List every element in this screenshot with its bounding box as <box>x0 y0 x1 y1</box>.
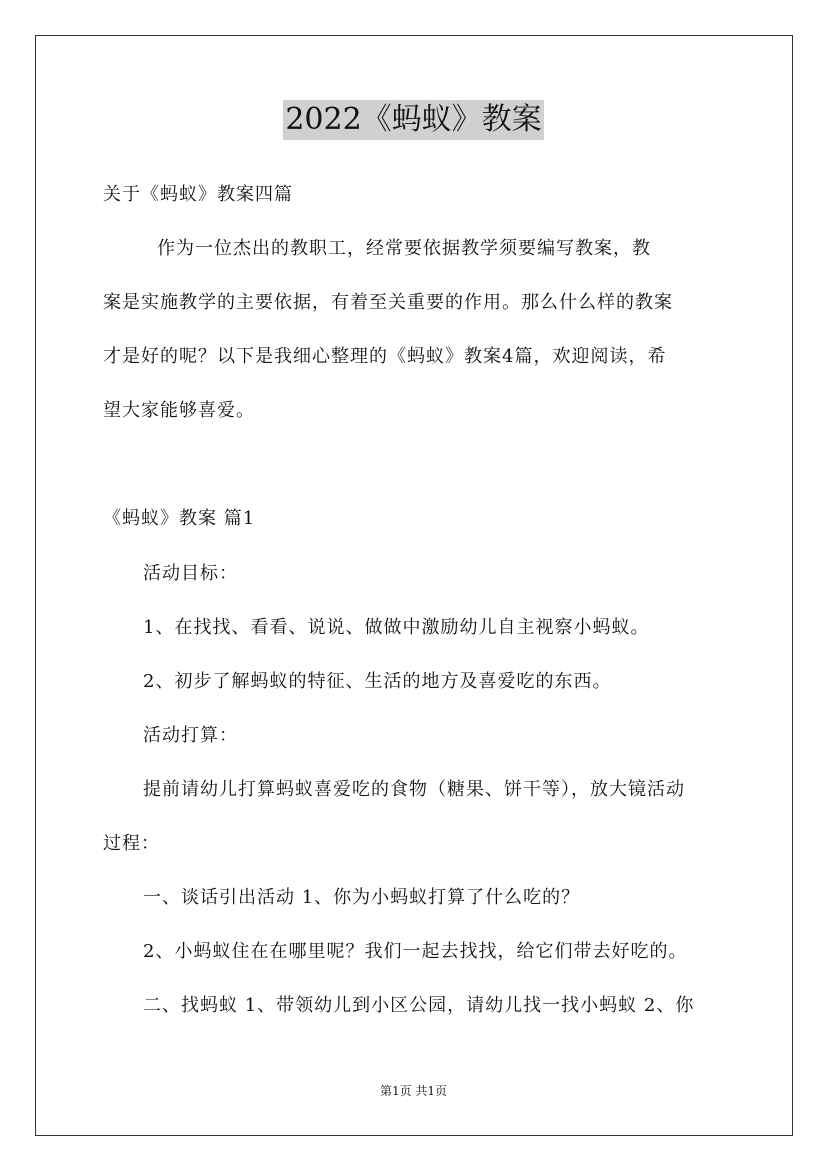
intro-line-3: 才是好的呢？以下是我细心整理的《蚂蚁》教案4篇，欢迎阅读，希 <box>103 346 667 367</box>
body-line-8: 2、小蚂蚁住在在哪里呢？我们一起去找找，给它们带去好吃的。 <box>143 941 688 962</box>
body-line-3: 2、初步了解蚂蚁的特征、生活的地方及喜爱吃的东西。 <box>143 671 612 692</box>
body-line-5: 提前请幼儿打算蚂蚁喜爱吃的食物（糖果、饼干等），放大镜活动 <box>143 779 685 800</box>
intro-line-4: 望大家能够喜爱。 <box>103 400 255 421</box>
document-subtitle: 关于《蚂蚁》教案四篇 <box>103 184 293 205</box>
body-line-6: 过程： <box>103 833 160 854</box>
title-container <box>0 100 827 140</box>
body-line-7: 一、谈话引出活动 1、你为小蚂蚁打算了什么吃的？ <box>143 887 581 908</box>
body-line-9: 二、找蚂蚁 1、带领幼儿到小区公园，请幼儿找一找小蚂蚁 2、你 <box>143 995 695 1016</box>
document-title: 2022《蚂蚁》教案 <box>283 100 543 140</box>
intro-line-2: 案是实施教学的主要依据，有着至关重要的作用。那么什么样的教案 <box>103 292 673 313</box>
intro-line-1: 作为一位杰出的教职工，经常要依据教学须要编写教案，教 <box>157 238 651 259</box>
body-line-2: 1、在找找、看看、说说、做做中激励幼儿自主视察小蚂蚁。 <box>143 617 650 638</box>
body-line-4: 活动打算： <box>143 725 238 746</box>
page-footer: 第1页 共1页 <box>379 1084 448 1098</box>
section-heading: 《蚂蚁》教案 篇1 <box>103 508 256 529</box>
body-line-1: 活动目标： <box>143 563 238 584</box>
